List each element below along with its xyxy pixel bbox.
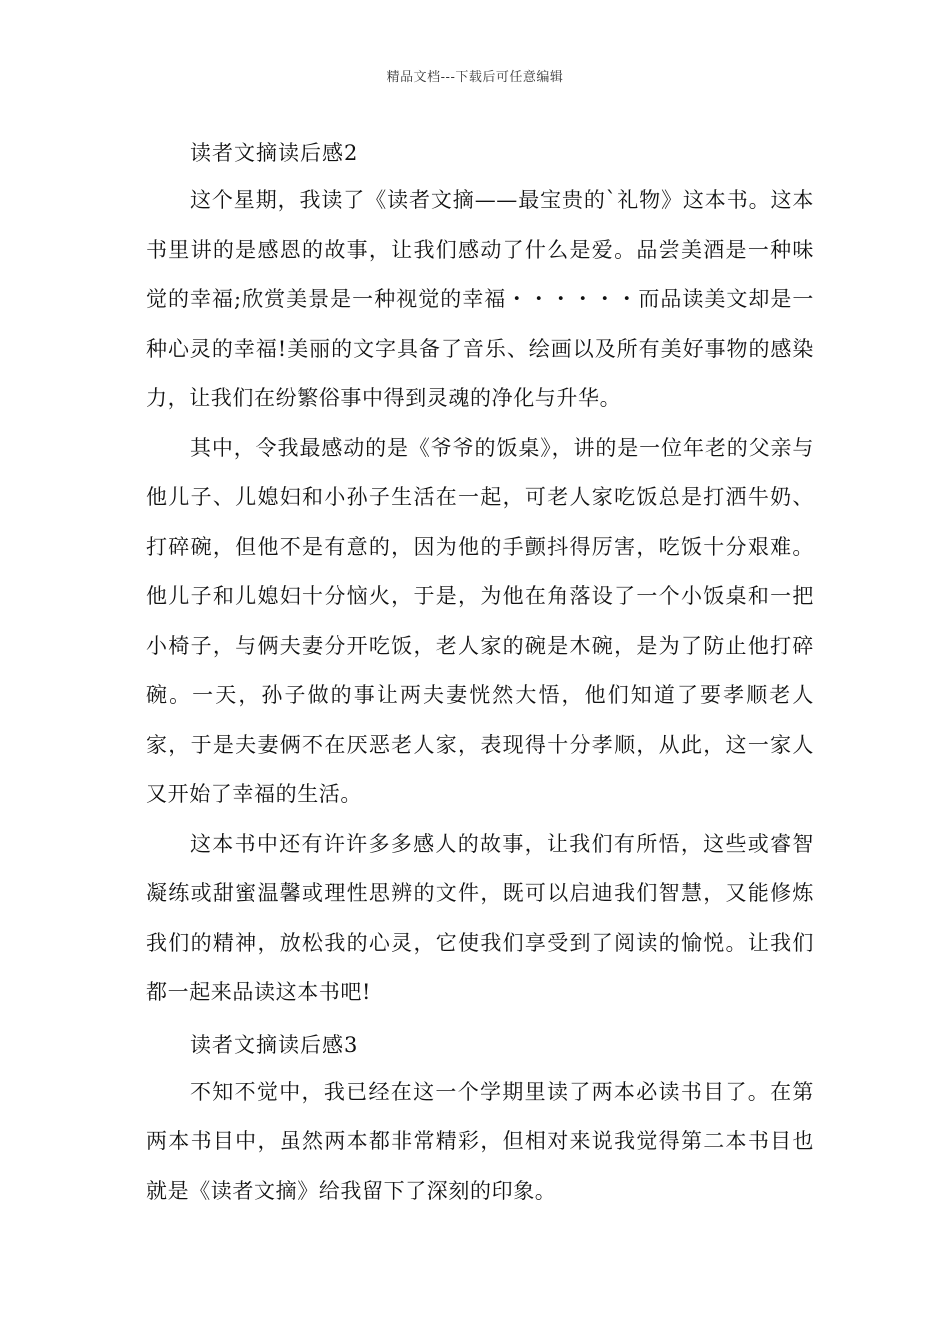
paragraph: 这本书中还有许许多多感人的故事，让我们有所悟，这些或睿智凝练或甜蜜温馨或理性思辨的文件，既可以启迪我们智慧，又能修炼我们的精神，放松我的心灵，它使我们享受到了阅读的愉悦。让我们都一起来品读这本书吧! bbox=[146, 831, 814, 1004]
document-body bbox=[146, 130, 814, 1216]
paragraph: 其中，令我最感动的是《爷爷的饭桌》，讲的是一位年老的父亲与他儿子、儿媳妇和小孙子生活在一起，可老人家吃饭总是打洒牛奶、打碎碗，但他不是有意的，因为他的手颤抖得厉害，吃饭十分艰难。他儿子和儿媳妇十分恼火，于是，为他在角落设了一个小饭桌和一把小椅子，与俩夫妻分开吃饭，老人家的碗是木碗，是为了防止他打碎碗。一天，孙子做的事让两夫妻恍然大悟，他们知道了要孝顺老人家，于是夫妻俩不在厌恶老人家，表现得十分孝顺，从此，这一家人又开始了幸福的生活。 bbox=[146, 435, 814, 806]
section-title: 读者文摘读后感3 bbox=[190, 1032, 359, 1057]
section-title: 读者文摘读后感2 bbox=[190, 141, 359, 165]
page-header: 精品文档---下载后可任意编辑 bbox=[386, 70, 564, 85]
paragraph: 这个星期，我读了《读者文摘——最宝贵的`礼物》这本书。这本书里讲的是感恩的故事，让我们感动了什么是爱。品尝美酒是一种味觉的幸福;欣赏美景是一种视觉的幸福・・・・・・而品读美文却是一种心灵的幸福!美丽的文字具备了音乐、绘画以及所有美好事物的感染力，让我们在纷繁俗事中得到灵魂的净化与升华。 bbox=[146, 188, 814, 410]
paragraph: 不知不觉中，我已经在这一个学期里读了两本必读书目了。在第两本书目中，虽然两本都非常精彩，但相对来说我觉得第二本书目也就是《读者文摘》给我留下了深刻的印象。 bbox=[146, 1079, 814, 1203]
